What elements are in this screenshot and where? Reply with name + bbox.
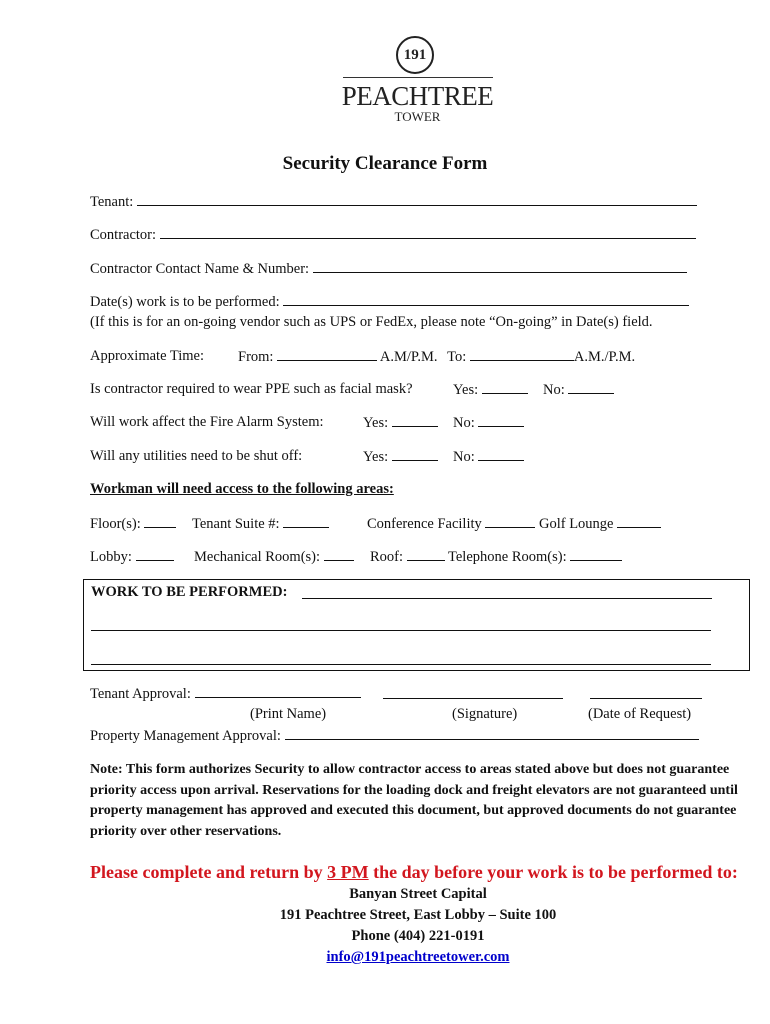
logo-number: 191: [396, 36, 434, 74]
tenant-row: [90, 193, 697, 211]
mechanical-label: Mechanical Room(s):: [194, 549, 321, 565]
conference-label: Conference Facility: [367, 516, 482, 532]
contact-row: [90, 260, 687, 278]
ppe-yes-label: Yes:: [453, 382, 479, 398]
ppe-no-field[interactable]: [568, 381, 614, 394]
util-yes: [363, 448, 438, 466]
tenant-approval-row: [90, 685, 361, 703]
pm-approval-label: Property Management Approval:: [90, 728, 281, 744]
company-name: Banyan Street Capital: [349, 886, 487, 902]
tenant-label: Tenant:: [90, 194, 134, 210]
work-line-2[interactable]: [91, 630, 711, 631]
logo-name: PEACHTREE: [341, 81, 494, 111]
contractor-row: [90, 226, 696, 244]
lobby-item: [90, 548, 174, 566]
company-address: 191 Peachtree Street, East Lobby – Suite 100: [279, 907, 557, 923]
work-line-1[interactable]: [302, 598, 712, 599]
fire-yes-field[interactable]: [392, 414, 438, 427]
utilities-label: Will any utilities need to be shut off:: [90, 448, 303, 464]
dates-row: [90, 293, 689, 311]
tenant-signature-field[interactable]: [383, 698, 563, 699]
logo-rule: [343, 77, 493, 78]
ppe-yes-field[interactable]: [482, 381, 528, 394]
contractor-label: Contractor:: [90, 227, 157, 243]
mechanical-field[interactable]: [324, 548, 354, 561]
areas-heading: Workman will need access to the following areas:: [90, 481, 394, 497]
company-phone: Phone (404) 221-0191: [351, 928, 485, 944]
util-yes-field[interactable]: [392, 448, 438, 461]
to-field[interactable]: [470, 348, 574, 361]
ppe-yes: [453, 381, 528, 399]
telephone-field[interactable]: [570, 548, 622, 561]
floors-field[interactable]: [144, 515, 176, 528]
tenant-suite-item: [192, 515, 329, 533]
work-label: WORK TO BE PERFORMED:: [91, 584, 288, 600]
dates-note: (If this is for an on-going vendor such as UPS or FedEx, please note “On-going” in Date(s) field.: [90, 314, 653, 330]
ampm-from: A.M/P.M.: [379, 349, 438, 365]
from-label: From:: [238, 349, 274, 365]
mechanical-item: [194, 548, 354, 566]
return-time: 3 PM: [327, 862, 369, 882]
signature-caption: (Signature): [452, 706, 518, 722]
pm-approval-row: [90, 727, 699, 745]
return-instruction: [90, 862, 738, 883]
tenant-approval-label: Tenant Approval:: [90, 686, 191, 702]
dates-label: Date(s) work is to be performed:: [90, 294, 280, 310]
contact-label: Contractor Contact Name & Number:: [90, 261, 310, 277]
roof-label: Roof:: [370, 549, 404, 565]
email-link[interactable]: info@191peachtreetower.com: [326, 949, 510, 965]
ppe-no: [543, 381, 614, 399]
page-title: Security Clearance Form: [282, 153, 488, 174]
email-row: [0, 949, 770, 966]
print-name-caption: (Print Name): [250, 706, 327, 722]
tenant-suite-label: Tenant Suite #:: [192, 516, 280, 532]
util-no-label: No:: [453, 449, 475, 465]
fire-no-field[interactable]: [478, 414, 524, 427]
fire-no-label: No:: [453, 415, 475, 431]
fire-yes-label: Yes:: [363, 415, 389, 431]
building-logo: [335, 36, 500, 126]
conference-field[interactable]: [485, 515, 535, 528]
tenant-date-field[interactable]: [590, 698, 702, 699]
note-paragraph: Note: This form authorizes Security to allow contractor access to areas stated above but does not guarantee priority access upon arrival. Reservations for the loading dock and freight elevators are not guaranteed until property management has approved and executed this document, but approved documents do not guarantee priority over other reservations.: [90, 762, 738, 840]
conference-item: [367, 515, 661, 533]
return-before: Please complete and return by: [90, 862, 328, 882]
floors-label: Floor(s):: [90, 516, 141, 532]
tenant-field[interactable]: [137, 193, 697, 206]
lobby-field[interactable]: [136, 548, 174, 561]
dates-field[interactable]: [283, 293, 689, 306]
fire-no: [453, 414, 524, 432]
pm-approval-field[interactable]: [285, 727, 699, 740]
util-yes-label: Yes:: [363, 449, 389, 465]
ampm-to: A.M./P.M.: [573, 349, 636, 365]
lobby-label: Lobby:: [90, 549, 132, 565]
from-field[interactable]: [277, 348, 377, 361]
fire-yes: [363, 414, 438, 432]
telephone-label: Telephone Room(s):: [448, 549, 567, 565]
fire-alarm-label: Will work affect the Fire Alarm System:: [90, 414, 324, 430]
time-row: [238, 348, 635, 366]
return-after: the day before your work is to be performed to:: [368, 862, 738, 882]
util-no-field[interactable]: [478, 448, 524, 461]
tenant-print-name-field[interactable]: [195, 685, 361, 698]
work-line-3[interactable]: [91, 664, 711, 665]
tenant-suite-field[interactable]: [283, 515, 329, 528]
to-label: To:: [447, 349, 467, 365]
floors-item: [90, 515, 176, 533]
util-no: [453, 448, 524, 466]
ppe-label: Is contractor required to wear PPE such as facial mask?: [90, 381, 413, 397]
ppe-no-label: No:: [543, 382, 565, 398]
roof-item: [370, 548, 622, 566]
date-caption: (Date of Request): [588, 706, 692, 722]
contractor-field[interactable]: [160, 226, 696, 239]
golf-label: Golf Lounge: [539, 516, 614, 532]
logo-subtitle: TOWER: [394, 109, 441, 124]
golf-field[interactable]: [617, 515, 661, 528]
roof-field[interactable]: [407, 548, 445, 561]
approx-time-label: Approximate Time:: [90, 348, 204, 364]
contact-field[interactable]: [313, 260, 687, 273]
